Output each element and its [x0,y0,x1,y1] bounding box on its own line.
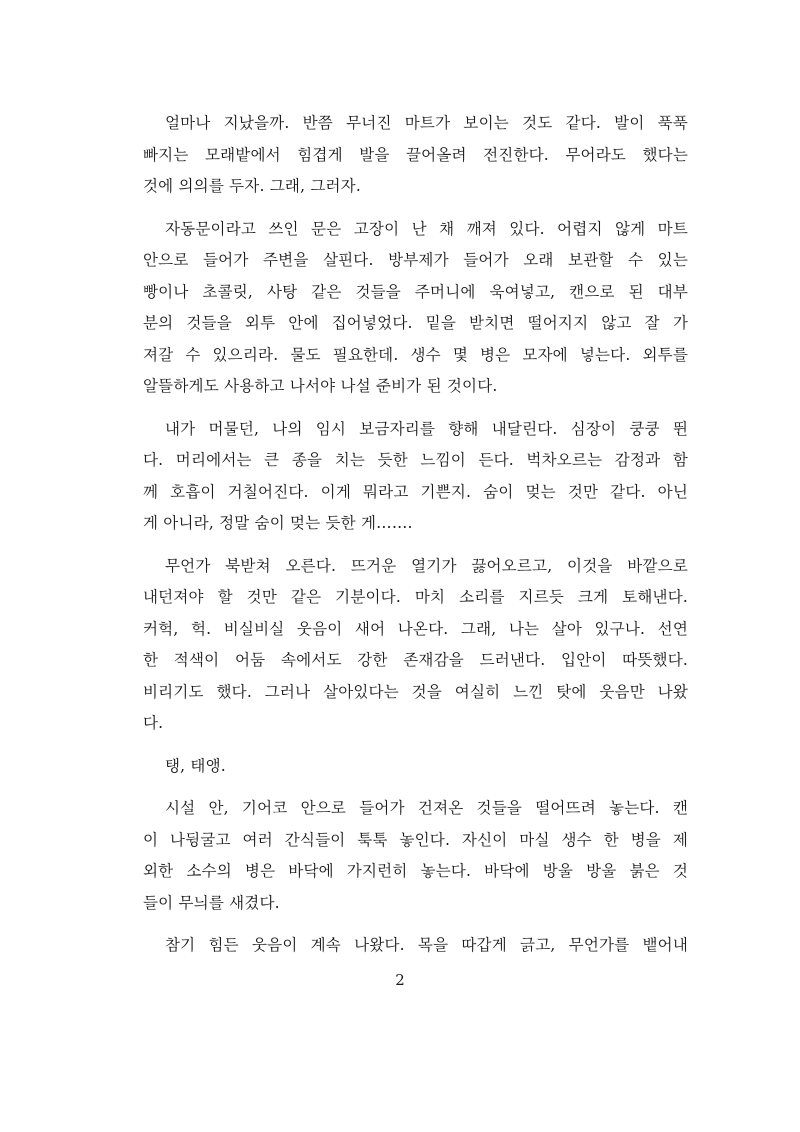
text-line: 내던져야 할 것만 같은 기분이다. 마치 소리를 지르듯 크게 토해낸다. [143,588,688,606]
text-line: 시설 안, 기어코 안으로 들어가 건져온 것들을 떨어뜨려 놓는다. 캔 [165,799,688,817]
text-line: 탱, 태앵. [165,756,226,775]
text-line: 비리기도 했다. 그러나 살아있다는 것을 여실히 느낀 탓에 웃음만 나왔 [143,682,688,701]
page-number: 2 [395,971,405,989]
text-line: 분의 것들을 외투 안에 집어넣었다. 밑을 받치면 떨어지지 않고 잘 가 [143,314,688,332]
text-line: 자동문이라고 쓰인 문은 고장이 난 채 깨져 있다. 어렵지 않게 마트 [165,219,688,238]
text-line: 알뜰하게도 사용하고 나서야 나설 준비가 된 것이다. [143,377,498,395]
text-line: 내가 머물던, 나의 임시 보금자리를 향해 내달린다. 심장이 쿵쿵 뛴 [165,419,688,438]
text-line: 빵이나 초콜릿, 사탕 같은 것들을 주머니에 욱여넣고, 캔으로 된 대부 [143,282,688,301]
text-line: 져갈 수 있으리라. 물도 필요한데. 생수 몇 병은 모자에 넣는다. 외투를 [143,345,688,364]
text-line: 다. 머리에서는 큰 종을 치는 듯한 느낌이 든다. 벅차오르는 감정과 함 [143,451,688,469]
text-line: 빠지는 모래밭에서 힘겹게 발을 끌어올려 전진한다. 무어라도 했다는 [143,145,688,164]
text-line: 안으로 들어가 주변을 살핀다. 방부제가 들어가 오래 보관할 수 있는 [143,251,688,269]
document-body [143,108,688,973]
text-line: 외한 소수의 병은 바닥에 가지런히 놓는다. 바닥에 방울 방울 붉은 것 [143,862,688,880]
text-line: 것에 의의를 두자. 그래, 그러자. [143,177,361,195]
paragraph-3 [143,414,688,540]
text-line: 무언가 북받쳐 오른다. 뜨거운 열기가 끓어오르고, 이것을 바깥으로 [165,556,688,575]
text-line: 얼마나 지났을까. 반쯤 무너진 마트가 보이는 것도 같다. 발이 푹푹 [165,114,688,132]
text-line: 커헉, 헉. 비실비실 웃음이 새어 나온다. 그래, 나는 살아 있구나. 선연 [143,619,688,638]
text-line: 다. [143,714,164,732]
paragraph-2 [143,214,688,403]
text-line: 참기 힘든 웃음이 계속 나왔다. 목을 따갑게 긁고, 무언가를 뱉어내 [165,936,688,954]
paragraph-1 [143,108,688,203]
text-line: 한 적색이 어둠 속에서도 강한 존재감을 드러낸다. 입안이 따뜻했다. [143,651,688,669]
paragraph-7 [143,930,688,962]
paragraph-6 [143,793,688,919]
text-line: 게 아니라, 정말 숨이 멎는 듯한 게……. [143,514,413,532]
text-line: 께 호흡이 거칠어진다. 이게 뭐라고 기쁜지. 숨이 멎는 것만 같다. 아닌 [143,482,688,501]
text-line: 들이 무늬를 새겼다. [143,893,280,912]
text-line: 이 나뒹굴고 여러 간식들이 툭툭 놓인다. 자신이 마실 생수 한 병을 제 [143,830,688,849]
paragraph-5 [143,751,688,783]
paragraph-4 [143,551,688,740]
